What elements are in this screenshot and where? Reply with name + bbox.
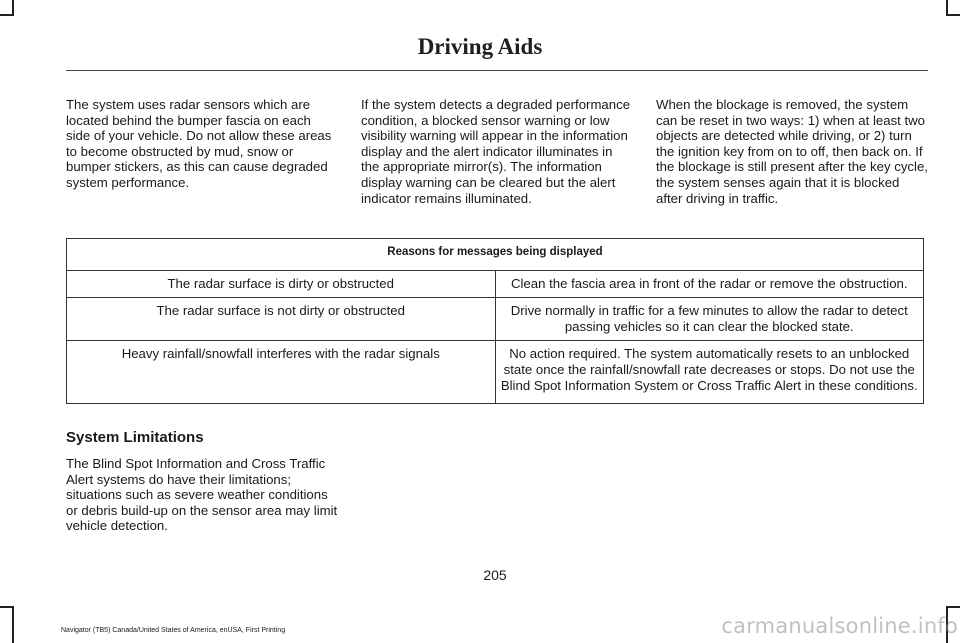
table-cell-action: No action required. The system automatically resets to an unblocked state once the rainfall/snowfall rate decreases or stops. Do not use the Blind Spot Information System or Cross Traffic Alert in these conditions. — [495, 341, 924, 404]
crop-mark-top-right-horizontal — [946, 14, 960, 16]
body-paragraph-column-3: When the blockage is removed, the system can be reset in two ways: 1) when at least two objects are detected while driving, or 2) turn the ignition key from on to off, then back on. If the blockage is still present after the key cycle, the system senses again that it is blocked after driving in traffic. — [656, 97, 928, 206]
watermark: carmanualsonline.info — [721, 614, 958, 638]
crop-mark-top-left-horizontal — [0, 14, 14, 16]
table-cell-reason: The radar surface is dirty or obstructed — [67, 270, 496, 298]
table-cell-reason: Heavy rainfall/snowfall interferes with the radar signals — [67, 341, 496, 404]
reasons-table — [66, 238, 924, 404]
crop-mark-bottom-right-horizontal — [946, 606, 960, 608]
title-divider — [66, 70, 928, 71]
crop-mark-bottom-left-horizontal — [0, 606, 14, 608]
table-row — [67, 298, 924, 341]
table-cell-action: Clean the fascia area in front of the radar or remove the obstruction. — [495, 270, 924, 298]
page-number: 205 — [483, 567, 507, 583]
publication-footer: Navigator (TB5) Canada/United States of America, enUSA, First Printing — [61, 627, 286, 634]
section-heading: System Limitations — [66, 429, 204, 446]
body-paragraph-column-1: The system uses radar sensors which are located behind the bumper fascia on each side of your vehicle. Do not allow these areas to become obstructed by mud, snow or bumper stickers, as this can cause degraded system performance. — [66, 97, 332, 190]
table-row — [67, 270, 924, 298]
body-paragraph-column-2: If the system detects a degraded performance condition, a blocked sensor warning or low visibility warning will appear in the information display and the alert indicator illuminates in the appropriate mirror(s). The information display warning can be cleared but the alert indicator remains illuminated. — [361, 97, 631, 206]
table-header-row — [67, 239, 924, 271]
table-cell-action: Drive normally in traffic for a few minutes to allow the radar to detect passing vehicles so it can clear the blocked state. — [495, 298, 924, 341]
table-cell-reason: The radar surface is not dirty or obstructed — [67, 298, 496, 341]
table-row — [67, 341, 924, 404]
section-body: The Blind Spot Information and Cross Traffic Alert systems do have their limitations; situations such as severe weather conditions or debris build-up on the sensor area may limit vehicle detection. — [66, 456, 338, 534]
table-header: Reasons for messages being displayed — [67, 239, 924, 271]
page-title: Driving Aids — [417, 34, 543, 59]
crop-mark-bottom-left-vertical — [12, 606, 14, 643]
